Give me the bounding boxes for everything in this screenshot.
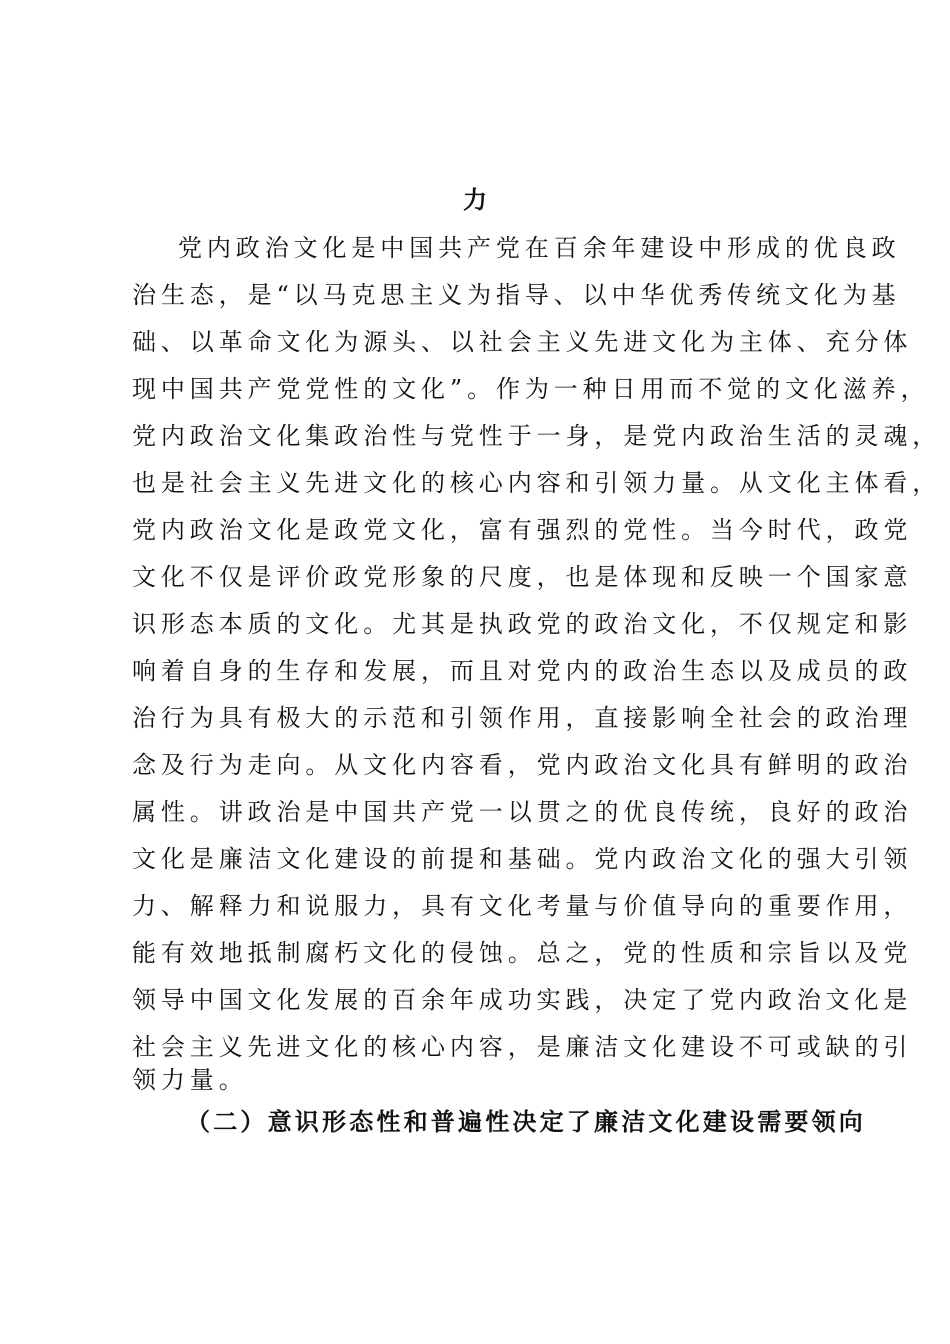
paragraph-line: 社会主义先进文化的核心内容，是廉洁文化建设不可或缺的引 <box>132 1033 913 1061</box>
paragraph-line: 党内政治文化是政党文化，富有强烈的党性。当今时代，政党 <box>132 516 913 544</box>
paragraph-line: 属性。讲政治是中国共产党一以贯之的优良传统，良好的政治 <box>132 798 913 826</box>
section-subheading: （二）意识形态性和普遍性决定了廉洁文化建设需要领向 <box>186 1108 866 1136</box>
paragraph-line: 文化是廉洁文化建设的前提和基础。党内政治文化的强大引领 <box>132 845 913 873</box>
paragraph-line: 治行为具有极大的示范和引领作用，直接影响全社会的政治理 <box>132 704 913 732</box>
heading-continuation: 力 <box>463 186 487 214</box>
paragraph-line: 领力量。 <box>132 1066 248 1094</box>
paragraph-line: 现中国共产党党性的文化”。作为一种日用而不觉的文化滋养， <box>132 375 930 403</box>
paragraph-line: 识形态本质的文化。尤其是执政党的政治文化，不仅规定和影 <box>132 610 913 638</box>
paragraph-line: 领导中国文化发展的百余年成功实践，决定了党内政治文化是 <box>132 986 913 1014</box>
paragraph-line: 能有效地抵制腐朽文化的侵蚀。总之，党的性质和宗旨以及党 <box>132 939 913 967</box>
paragraph-line: 响着自身的生存和发展，而且对党内的政治生态以及成员的政 <box>132 657 913 685</box>
paragraph-line: 力、解释力和说服力，具有文化考量与价值导向的重要作用， <box>132 892 913 920</box>
paragraph-line: 念及行为走向。从文化内容看，党内政治文化具有鲜明的政治 <box>132 751 913 779</box>
paragraph-line: 文化不仅是评价政党形象的尺度，也是体现和反映一个国家意 <box>132 563 913 591</box>
paragraph-line: 础、以革命文化为源头、以社会主义先进文化为主体、充分体 <box>132 328 913 356</box>
paragraph-line: 治生态，是“以马克思主义为指导、以中华优秀传统文化为基 <box>132 281 901 309</box>
paragraph-line: 党内政治文化是中国共产党在百余年建设中形成的优良政 <box>178 234 901 262</box>
paragraph-line: 也是社会主义先进文化的核心内容和引领力量。从文化主体看， <box>132 469 942 497</box>
paragraph-line: 党内政治文化集政治性与党性于一身，是党内政治生活的灵魂， <box>132 422 942 450</box>
